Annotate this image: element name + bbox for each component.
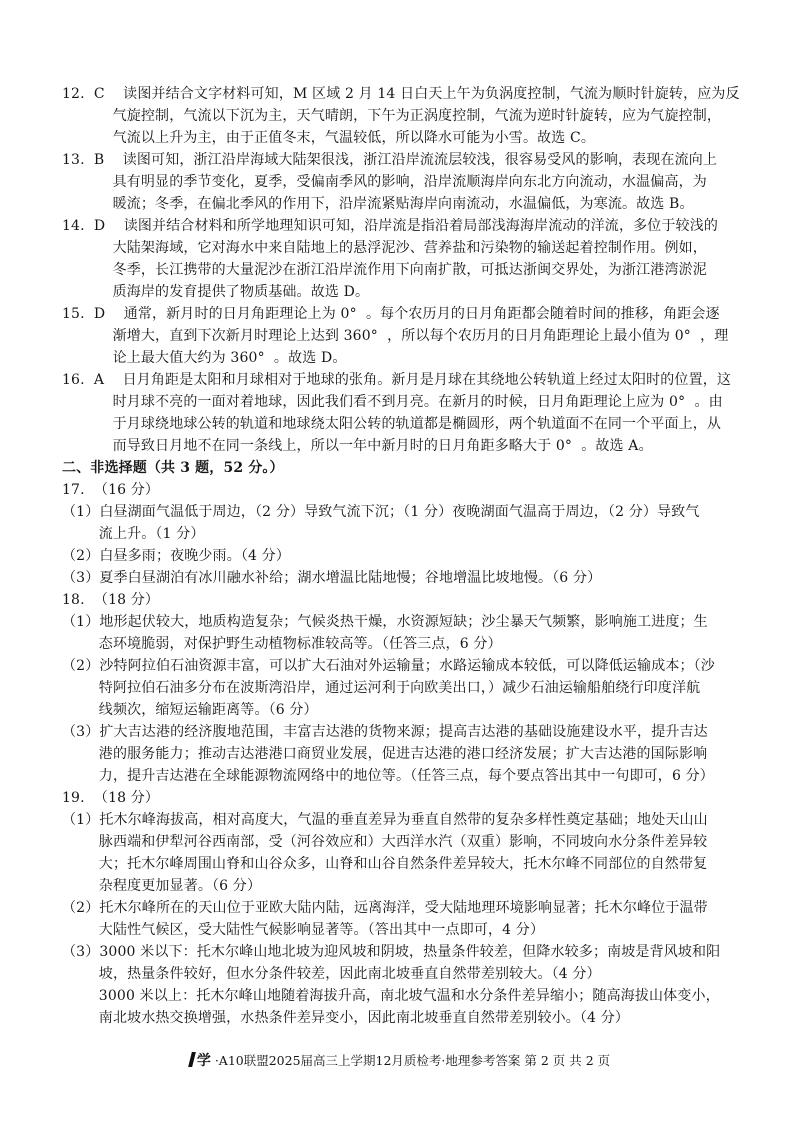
text-line: 15. D 通常，新月时的日月角距理论上为 0° 。每个农历月的日月角距都会随着时间的推移，角距会逐: [62, 306, 720, 322]
brand-logo-icon: [188, 1052, 196, 1067]
text-line: （1）地形起伏较大，地质构造复杂；气候炎热干燥，水资源短缺；沙尘暴天气频繁，影响施工进度；生: [62, 614, 708, 630]
text-line: 16. A 日月角距是太阳和月球相对于地球的张角。新月是月球在其绕地公转轨道上经过太阳时的位置，这: [62, 372, 732, 388]
footer-text: ·A10联盟2025届高三上学期12月质检考·地理参考答案 第 2 页 共 2 页: [214, 1053, 611, 1068]
text-line: 暖流；冬季，在偏北季风的作用下，沿岸流紧贴海岸向南流动，水温偏低，为寒流。故选 B。: [62, 196, 694, 212]
text-line: 力，提升吉达港在全球能源物流网络中的地位等。（任答三点，每个要点答出其中一句即可，6 分）: [62, 768, 714, 784]
text-line: 南北坡水热交换增强，水热条件差异变小，因此南北坡垂直自然带差别较小。（4 分）: [62, 1010, 630, 1026]
text-line: 14. D 读图并结合材料和所学地理知识可知，沿岸流是指沿着局部浅海海岸流动的洋流，多位于较浅的: [62, 218, 718, 234]
text-line: 态环境脆弱，对保护野生动植物标准较高等。（任答三点，6 分）: [62, 636, 502, 652]
text-line: 质海岸的发育提供了物质基础。故选 D。: [62, 284, 370, 300]
brand-logo-text: 学: [196, 1053, 211, 1069]
text-line: （3）扩大吉达港的经济腹地范围，丰富吉达港的货物来源；提高吉达港的基础设施建设水平，提升吉达: [62, 724, 708, 740]
text-line: 具有明显的季节变化，夏季，受偏南季风的影响，沿岸流顺海岸向东北方向流动，水温偏高，为: [62, 174, 707, 190]
text-line: 3000 米以上：托木尔峰山地随着海拔升高，南北坡气温和水分条件差异缩小；随高海拔山体变小，: [62, 988, 720, 1004]
text-line: 论上最大值大约为 360° 。故选 D。: [62, 350, 347, 366]
text-line: 线频次，缩短运输距离等。（6 分）: [62, 702, 318, 718]
text-line: 特阿拉伯石油多分布在波斯湾沿岸，通过运河利于向欧美出口，）减少石油运输船舶绕行印度洋航: [62, 680, 701, 696]
text-line: 12. C 读图并结合文字材料可知，M 区域 2 月 14 日白天上午为负涡度控制，气流为顺时针旋转，应为反: [62, 86, 740, 102]
text-line: 大陆架海域，它对海水中来自陆地上的悬浮泥沙、营养盐和污染物的输送起着控制作用。例如，: [62, 240, 707, 256]
text-line: （2）白昼多雨；夜晚少雨。（4 分）: [62, 548, 290, 564]
text-line: 港的服务能力；推动吉达港港口商贸业发展，促进吉达港的港口经济发展；扩大吉达港的国际影响: [62, 746, 708, 762]
text-line: 坡，热量条件较好，但水分条件较差，因此南北坡垂直自然带差别较大。（4 分）: [62, 966, 601, 982]
text-line: 大陆性气候区，受大陆性气候影响显著等。（答出其中一点即可，4 分）: [62, 922, 545, 938]
text-line: 而导致日月地不在同一条线上，所以一年中新月时的日月角距多略大于 0° 。故选 A。: [62, 438, 653, 454]
text-line: （1）白昼湖面气温低于周边，（2 分）导致气流下沉；（1 分）夜晚湖面气温高于周边，（2 分）导致气: [62, 504, 700, 520]
text-line: 19. （18 分）: [62, 790, 160, 806]
text-line: 冬季，长江携带的大量泥沙在浙江沿岸流作用下向南扩散，可抵达浙闽交界处，为浙江港湾淤泥: [62, 262, 707, 278]
text-line: 13. B 读图可知，浙江沿岸海域大陆架很浅，浙江沿岸流流层较浅，很容易受风的影响，表现在流向上: [62, 152, 718, 168]
text-line: 杂程度更加显著。（6 分）: [62, 878, 262, 894]
text-line: 渐增大，直到下次新月时理论上达到 360° ，所以每个农历月的日月角距理论上最小值为 0° ，理: [62, 328, 729, 344]
text-line: （3）夏季白昼湖泊有冰川融水补给；湖水增温比陆地慢；谷地增温比坡地慢。（6 分）: [62, 570, 602, 586]
text-line: （1）托木尔峰海拔高，相对高度大，气温的垂直差异为垂直自然带的复杂多样性奠定基础；地处天山山: [62, 812, 708, 828]
text-line: 脉西端和伊犁河谷西南部，受（河谷效应和）大西洋水汽（双重）影响，不同坡向水分条件差异较: [62, 834, 708, 850]
text-line: （3）3000 米以下：托木尔峰山地北坡为迎风坡和阴坡，热量条件较差，但降水较多；南坡是背风坡和阳: [62, 944, 721, 960]
text-line: 18. （18 分）: [62, 592, 160, 608]
text-line: 流上升。（1 分）: [62, 526, 205, 542]
text-line: 于月球绕地球公转的轨道和地球绕太阳公转的轨道都是椭圆形，两个轨道面不在同一个平面上，从: [62, 416, 722, 432]
text-line: 大；托木尔峰周围山脊和山谷众多，山脊和山谷自然条件差异较大，托木尔峰不同部位的自然带复: [62, 856, 708, 872]
text-line: （2）沙特阿拉伯石油资源丰富，可以扩大石油对外运输量；水路运输成本较低，可以降低运输成本；（沙: [62, 658, 715, 674]
text-line: （2）托木尔峰所在的天山位于亚欧大陆内陆，远离海洋，受大陆地理环境影响显著；托木尔峰位于温带: [62, 900, 708, 916]
text-line: 气流以上升为主，由于正值冬末，气温较低，所以降水可能为小雪。故选 C。: [62, 130, 596, 146]
text-line: 时月球不亮的一面对着地球，因此我们看不到月亮。在新月的时候，日月角距理论上应为 0° 。由: [62, 394, 723, 410]
text-line: 17. （16 分）: [62, 482, 160, 498]
text-line: 气旋控制，气流以下沉为主，天气晴朗，下午为正涡度控制，气流为逆时针旋转，应为气旋控制，: [62, 108, 722, 124]
text-line: 二、非选择题（共 3 题，52 分。）: [62, 460, 284, 476]
page-footer: [0, 1050, 800, 1072]
